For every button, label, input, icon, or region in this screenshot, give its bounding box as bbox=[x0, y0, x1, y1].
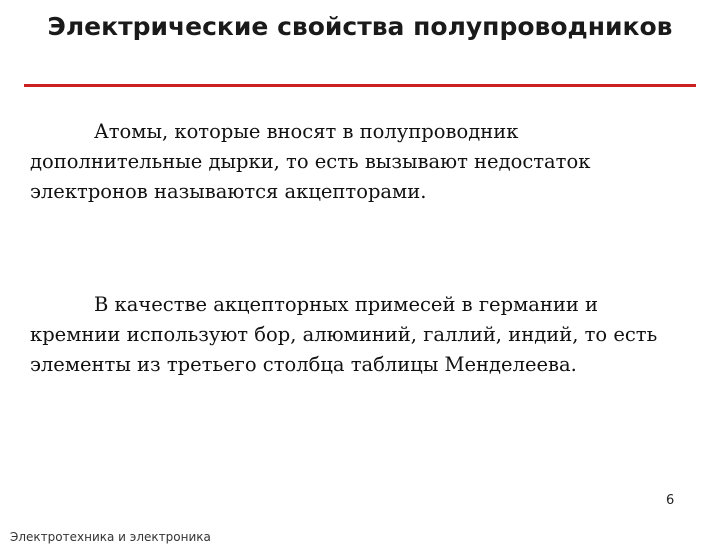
footer-course-name: Электротехника и электроника bbox=[10, 530, 211, 544]
title-divider bbox=[24, 84, 696, 87]
paragraph-line: В качестве акцепторных примесей в германии и bbox=[94, 293, 599, 316]
paragraph-line: элементы из третьего столбца таблицы Менделеева. bbox=[30, 353, 577, 376]
paragraph-line: Атомы, которые вносят в полупроводник bbox=[94, 120, 519, 143]
paragraph-line: кремнии используют бор, алюминий, галлий, индий, то есть bbox=[30, 323, 658, 346]
paragraph-acceptor-definition bbox=[30, 117, 700, 207]
slide-title: Электрические свойства полупроводников bbox=[47, 12, 673, 41]
page-number: 6 bbox=[666, 493, 675, 508]
paragraph-acceptor-examples bbox=[30, 290, 700, 380]
paragraph-line: дополнительные дырки, то есть вызывают недостаток bbox=[30, 150, 591, 173]
paragraph-line: электронов называются акцепторами. bbox=[30, 180, 427, 203]
